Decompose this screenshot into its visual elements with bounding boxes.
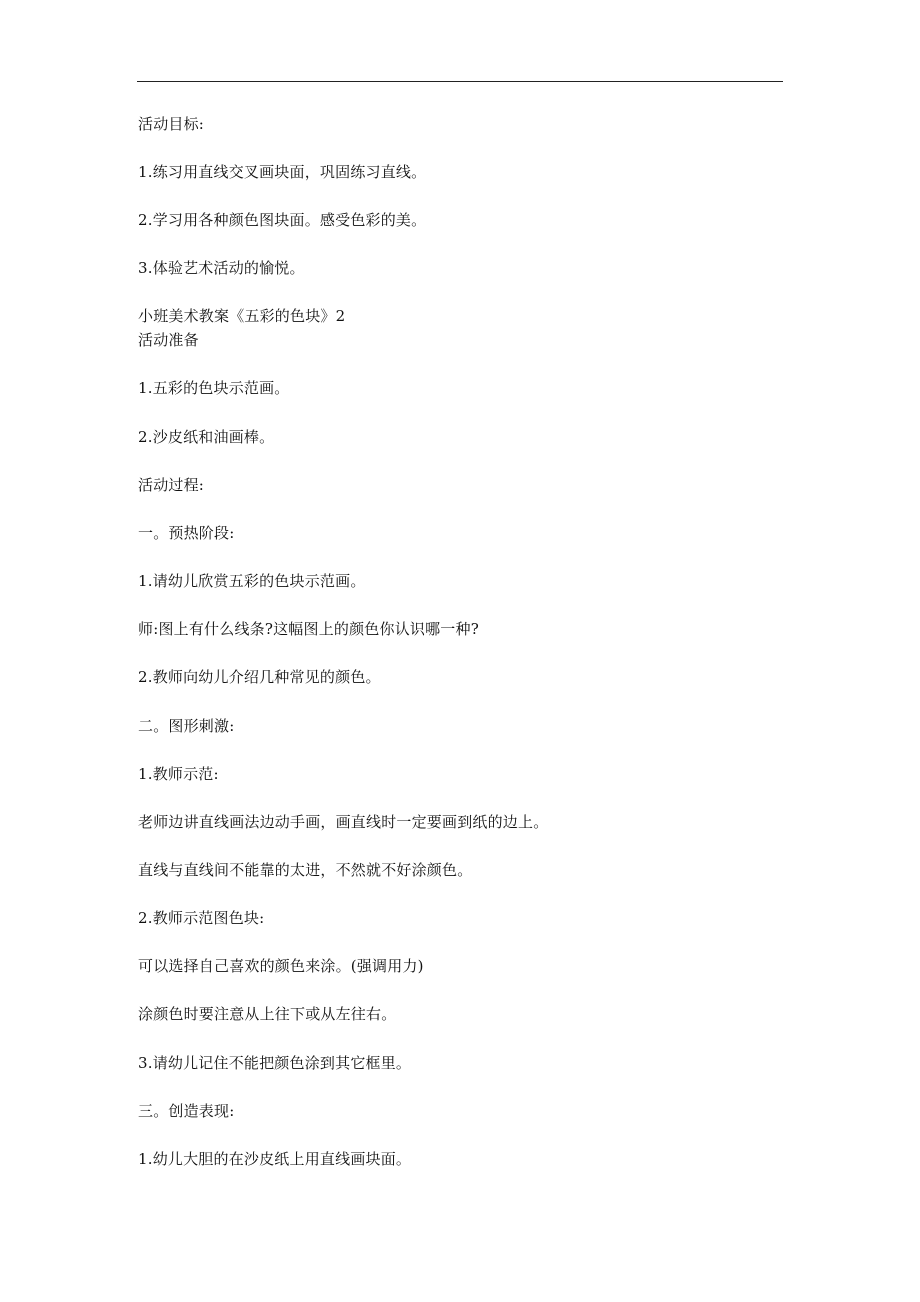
process-stage-2-text-3: 可以选择自己喜欢的颜色来涂。(强调用力): [138, 957, 424, 975]
preparation-item-1: 1.五彩的色块示范画。: [138, 379, 290, 397]
lesson-title: 小班美术教案《五彩的色块》2: [138, 307, 346, 325]
preparation-item-2: 2.沙皮纸和油画棒。: [138, 428, 275, 446]
process-stage-2-item-2: 2.教师示范图色块:: [138, 909, 265, 927]
process-stage-2-text-2: 直线与直线间不能靠的太进，不然就不好涂颜色。: [138, 861, 473, 879]
process-stage-1-item-2: 2.教师向幼儿介绍几种常见的颜色。: [138, 668, 381, 686]
process-stage-1-question: 师:图上有什么线条?这幅图上的颜色你认识哪一种?: [138, 620, 479, 638]
process-stage-2-item-3: 3.请幼儿记住不能把颜色涂到其它框里。: [138, 1054, 412, 1072]
goal-item-1: 1.练习用直线交叉画块面，巩固练习直线。: [138, 163, 427, 181]
process-stage-3-heading: 三。创造表现:: [138, 1102, 235, 1120]
process-stage-2-item-1: 1.教师示范:: [138, 765, 219, 783]
goal-item-2: 2.学习用各种颜色图块面。感受色彩的美。: [138, 211, 427, 229]
goal-item-3: 3.体验艺术活动的愉悦。: [138, 259, 305, 277]
header-rule: [137, 81, 783, 82]
process-stage-2-heading: 二。图形刺激:: [138, 717, 235, 735]
process-stage-1-heading: 一。预热阶段:: [138, 524, 235, 542]
section-heading-goals: 活动目标:: [138, 115, 205, 133]
process-stage-2-text-1: 老师边讲直线画法边动手画，画直线时一定要画到纸的边上。: [138, 813, 549, 831]
process-stage-1-item-1: 1.请幼儿欣赏五彩的色块示范画。: [138, 572, 366, 590]
process-stage-2-text-4: 涂颜色时要注意从上往下或从左往右。: [138, 1005, 397, 1023]
section-heading-preparation: 活动准备: [138, 331, 199, 349]
section-heading-process: 活动过程:: [138, 476, 205, 494]
process-stage-3-item-1: 1.幼儿大胆的在沙皮纸上用直线画块面。: [138, 1150, 412, 1168]
